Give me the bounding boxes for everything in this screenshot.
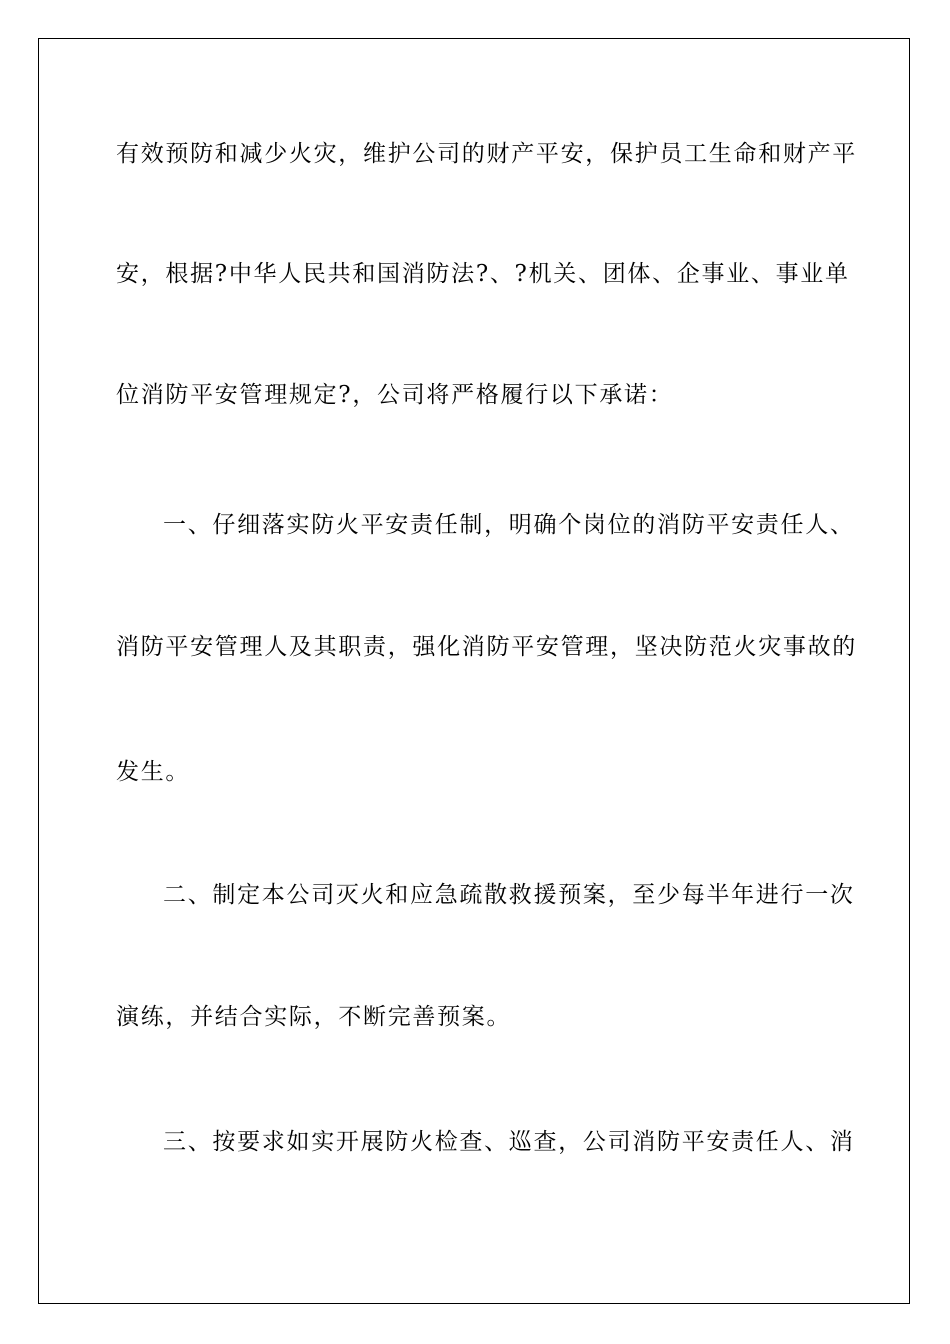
- text-line: 发生。: [116, 759, 191, 785]
- page-frame: [38, 38, 910, 1304]
- text-line: 演练，并结合实际，不断完善预案。: [116, 1004, 512, 1030]
- paragraph-start-line: 二、制定本公司灭火和应急疏散救援预案，至少每半年进行一次: [163, 882, 855, 908]
- text-line: 安，根据?中华人民共和国消防法?、?机关、团体、企事业、事业单: [116, 261, 850, 287]
- paragraph-start-line: 三、按要求如实开展防火检查、巡查，公司消防平安责任人、消: [163, 1129, 855, 1155]
- text-line: 位消防平安管理规定?，公司将严格履行以下承诺：: [116, 382, 674, 408]
- text-line: 有效预防和减少火灾，维护公司的财产平安，保护员工生命和财产平: [116, 141, 857, 167]
- text-line: 消防平安管理人及其职责，强化消防平安管理，坚决防范火灾事故的: [116, 634, 857, 660]
- paragraph-start-line: 一、仔细落实防火平安责任制，明确个岗位的消防平安责任人、: [163, 512, 855, 538]
